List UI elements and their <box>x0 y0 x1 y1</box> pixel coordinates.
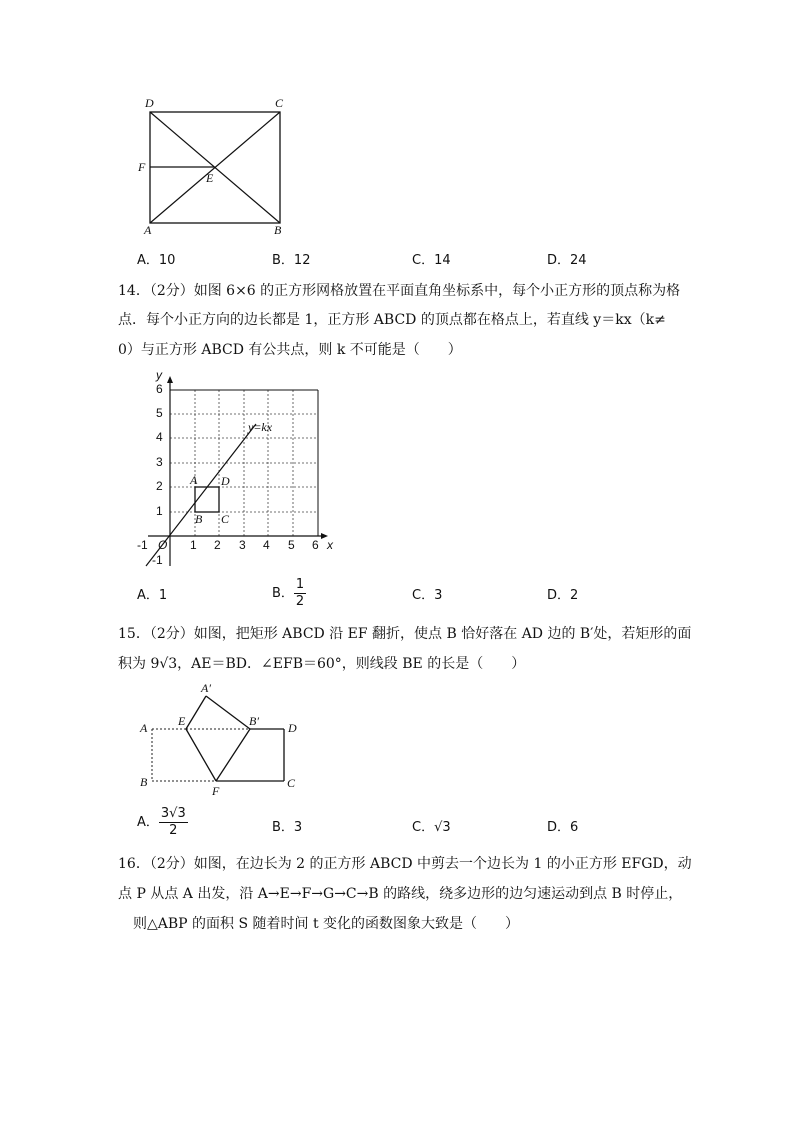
q15-solid-ea1 <box>186 696 206 729</box>
q13-label-d: D <box>145 96 154 110</box>
q15-label-d: D <box>288 721 297 735</box>
q15-text-line1: 15．（2分）如图，把矩形 ABCD 沿 EF 翻折，使点 B 恰好落在 AD 边的 B′处，若矩形的面 <box>118 626 692 642</box>
q14-option-d[interactable]: D．2 <box>547 588 579 603</box>
q14-label-a: A <box>190 473 198 487</box>
q14-label-b: B <box>195 512 203 526</box>
q15-text-line2: 积为 9√3，AE＝BD．∠EFB＝60°，则线段 BE 的长是（ ） <box>118 656 526 672</box>
q15-label-b-prime: B′ <box>249 714 259 728</box>
q15-option-a-numerator: 3√3 <box>160 806 186 821</box>
q14-x-tick-3: 3 <box>239 538 246 552</box>
q13-label-a: A <box>144 223 152 237</box>
q15-solid-a1b1 <box>206 696 250 729</box>
q14-x-tick-neg1: -1 <box>137 538 148 552</box>
q13-option-b[interactable]: B．12 <box>272 253 311 268</box>
q14-text-line1: 14．（2分）如图 6×6 的正方形网格放置在平面直角坐标系中，每个小正方形的顶点称为格 <box>118 283 681 299</box>
q14-x-tick-4: 4 <box>263 538 270 552</box>
q14-x-tick-2: 2 <box>214 538 221 552</box>
q14-y-tick-6: 6 <box>156 382 163 396</box>
q15-option-b[interactable]: B．3 <box>272 820 303 835</box>
q14-y-tick-4: 4 <box>156 430 163 444</box>
q15-option-a[interactable] <box>137 806 188 839</box>
q14-axis-x-label: x <box>327 538 333 552</box>
q15-solid-ef <box>186 729 216 781</box>
q15-option-a-prefix: A． <box>137 815 159 830</box>
q15-option-a-fraction <box>159 806 188 839</box>
q13-label-c: C <box>275 96 284 110</box>
q14-label-c: C <box>221 512 230 526</box>
q14-label-d: D <box>221 474 230 488</box>
q15-option-a-denominator: 2 <box>169 823 178 838</box>
q16-text-line3: 则△ABP 的面积 S 随着时间 t 变化的函数图象大致是（ ） <box>133 916 520 932</box>
q14-y-tick-2: 2 <box>156 479 163 493</box>
q16-text-line1: 16．（2分）如图，在边长为 2 的正方形 ABCD 中剪去一个边长为 1 的小正方形 EFGD，动 <box>118 856 692 872</box>
q15-label-c: C <box>287 776 296 790</box>
q15-label-a-prime: A′ <box>201 681 211 695</box>
q14-axis-y-label: y <box>156 368 162 382</box>
q14-text-line2: 点．每个小正方向的边长都是 1，正方形 ABCD 的顶点都在格点上，若直线 y＝kx（k≠ <box>118 312 666 328</box>
q15-option-c[interactable]: C．√3 <box>412 820 451 835</box>
q14-option-b-numerator: 1 <box>295 577 305 592</box>
q16-text-line2: 点 P 从点 A 出发，沿 A→E→F→G→C→B 的路线，绕多边形的边匀速运动到点 B 时停止， <box>118 886 683 902</box>
q14-option-b-denominator: 2 <box>295 594 305 609</box>
q15-label-f: F <box>212 784 220 798</box>
q13-option-a[interactable]: A．10 <box>137 253 176 268</box>
q15-label-b: B <box>140 775 148 789</box>
q14-x-tick-6: 6 <box>312 538 319 552</box>
q14-origin-label: O <box>158 538 168 552</box>
q14-y-tick-neg1: -1 <box>152 553 163 567</box>
q13-option-d[interactable]: D．24 <box>547 253 587 268</box>
q15-label-e: E <box>178 714 186 728</box>
q13-option-c[interactable]: C．14 <box>412 253 451 268</box>
q14-option-b-prefix: B． <box>272 586 294 601</box>
q15-solid-b1f <box>216 729 250 781</box>
q15-option-d[interactable]: D．6 <box>547 820 579 835</box>
q14-text-line3: 0）与正方形 ABCD 有公共点，则 k 不可能是（ ） <box>118 342 462 358</box>
q14-y-tick-3: 3 <box>156 455 163 469</box>
q13-label-e: E <box>206 171 214 185</box>
q13-label-f: F <box>138 160 146 174</box>
q14-line-label: y=kx <box>248 420 273 434</box>
q14-y-tick-5: 5 <box>156 406 163 420</box>
q14-y-tick-1: 1 <box>156 504 163 518</box>
q14-x-tick-5: 5 <box>288 538 295 552</box>
q14-option-a[interactable]: A．1 <box>137 588 168 603</box>
q14-option-c[interactable]: C．3 <box>412 588 443 603</box>
q13-label-b: B <box>274 223 282 237</box>
q14-x-tick-1: 1 <box>190 538 197 552</box>
q15-label-a: A <box>140 721 148 735</box>
